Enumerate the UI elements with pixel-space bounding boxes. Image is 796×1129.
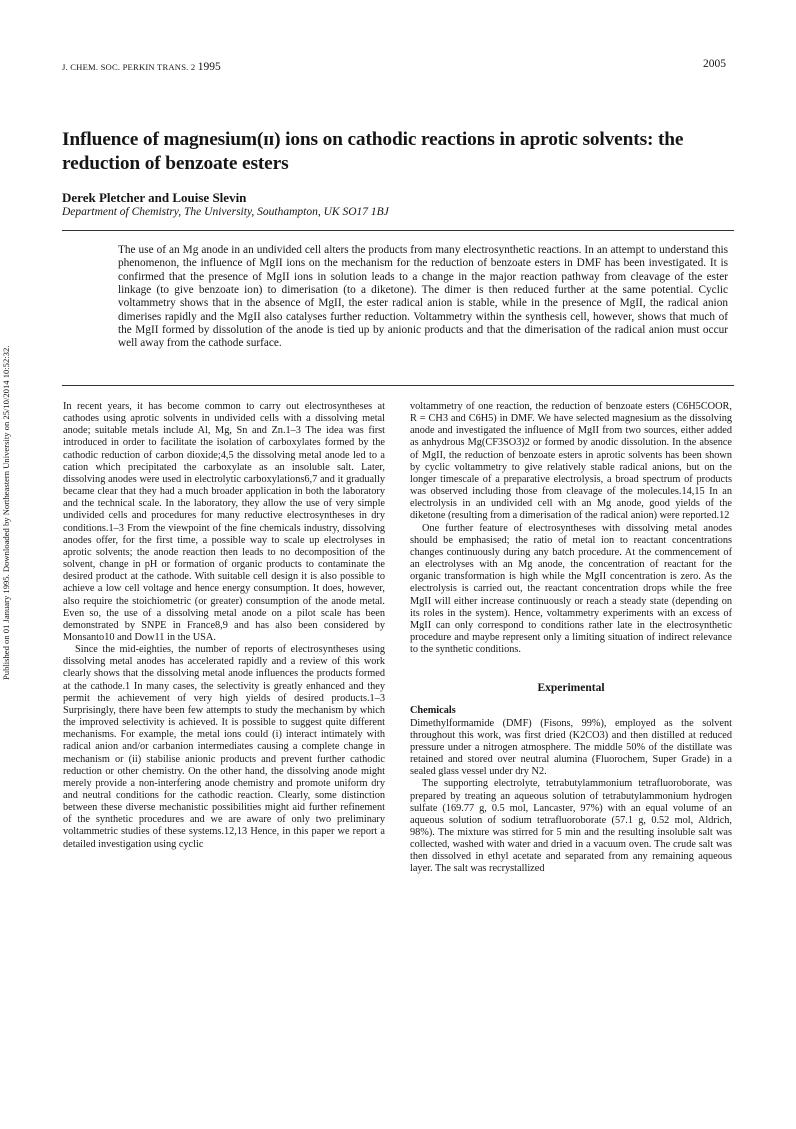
body-column-right [410, 401, 732, 876]
divider-abstract [62, 385, 734, 386]
paragraph: voltammetry of one reaction, the reduction of benzoate esters (C6H5COOR, R = CH3 and C6H5) in DMF. We have selected magnesium as the dissolving anode and investigated the influence of MgII from two sources, either added as anhydrous Mg(CF3SO3)2 or formed by anodic dissolution. In the absence of MgII, the reduction of benzoate esters in aprotic solvents has been shown by cyclic voltammetry to give relatively stable radical anions, but on the longer timescale of a preparative electrolysis, a broad spectrum of products was observed including those from cleavage of the molecules.14,15 In an electrolysis in an undivided cell with an Mg anode, good yields of the diketone (resulting from a dimerisation of the radical anion) were reported.12 [410, 401, 732, 522]
divider-top [62, 230, 734, 231]
section-heading: Experimental [537, 682, 605, 695]
subsection-heading: Chemicals [410, 705, 456, 717]
journal-name: J. CHEM. SOC. PERKIN TRANS. 2 [62, 62, 196, 72]
abstract: The use of an Mg anode in an undivided cell alters the products from many electrosynthetic reactions. In an attempt to understand this phenomenon, the influence of MgII ions on the mechanism for the reduction of benzoate esters in DMF has been investigated. It is confirmed that the presence of MgII ions in solution leads to a change in the major reaction pathway from cleavage of the ester linkage (to give benzoate ion) to dimerisation (to a diketone). The dimer is then reduced further at the same potential. Cyclic voltammetry shows that in the absence of MgII, the ester radical anion is stable, while in the presence of MgII, the radical anion dimerises rapidly and the MgII also catalyses further reduction. Voltammetry within the synthesis cell, however, shows that much of the MgII formed by dissolution of the anode is tied up by anionic products and that the dimerisation of the radical anion must occur well away from the cathode surface. [118, 244, 728, 350]
paragraph: In recent years, it has become common to carry out electrosyntheses at cathodes using aprotic solvents in undivided cells with a dissolving metal anode; suitable metals include Al, Mg, Sn and Zn.1–3 The idea was first introduced in order to facilitate the isolation of carboxylates formed by the cathodic reduction of carbon dioxide;4,5 the dissolving metal anode led to a cation which precipitated the carboxylate as an insoluble salt. Later, dissolving anodes were used in electrolytic carboxylations6,7 and it gradually became clear that they had a much broader application in both the laboratory and the technical scale. In the laboratory, they allow the use of very simple undivided cells and procedures for many reductive electrosyntheses in dry conditions.1–3 From the viewpoint of the fine chemicals industry, dissolving anodes offer, for the first time, a possible way to scale up electrolyses in aprotic solvents; the anode reaction then leads to no decomposition of the solvent, change in pH or formation of organic products to contaminate the desired product at the cathode. With suitable cell design it is also possible to achieve a low cell voltage and hence energy consumption. It does, however, also require the stoichiometric (or greater) consumption of the anode metal. Even so, the use of a dissolving metal anode on a pilot scale has been demonstrated by SNPE in France8,9 and has also been considered by Monsanto10 and Dow11 in the USA. [63, 401, 385, 643]
download-watermark [0, 240, 13, 680]
watermark-text: Published on 01 January 1995. Downloaded by Northeastern University on 25/10/2014 10:52:32. [1, 345, 11, 680]
paragraph: Dimethylformamide (DMF) (Fisons, 99%), employed as the solvent throughout this work, was first dried (K2CO3) and then distilled at reduced pressure under a nitrogen atmosphere. The middle 50% of the distillate was retained and stored over neutral alumina (Fluorochem, Super Grade) in a sealed glass vessel under dry N2. [410, 717, 732, 778]
body-column-left [63, 401, 385, 851]
author-affiliation: Department of Chemistry, The University, Southampton, UK SO17 1BJ [62, 206, 389, 218]
paragraph: The supporting electrolyte, tetrabutylammonium tetrafluoroborate, was prepared by treating an aqueous solution of tetrabutylammonium hydrogen sulfate (169.77 g, 0.5 mol, Lancaster, 97%) with an equal volume of an aqueous solution of sodium tetrafluoroborate (57.1 g, 0.52 mol, Aldrich, 98%). The mixture was stirred for 5 min and the resulting insoluble salt was collected, washed with water and dried in a vacuum oven. The crude salt was then dissolved in ethyl acetate and separated from any remaining aqueous layer. The salt was recrystallized [410, 778, 732, 875]
article-title: Influence of magnesium(ɪɪ) ions on cathodic reactions in aprotic solvents: the reduction of benzoate esters [62, 129, 684, 174]
journal-year: 1995 [197, 61, 221, 73]
paragraph: Since the mid-eighties, the number of reports of electrosyntheses using dissolving metal anodes has accelerated rapidly and a review of this work clearly shows that the dissolving metal anode influences the products formed at the cathode.1 In many cases, the selectivity is greatly enhanced and they permit the achievement of very high yields of desired products.1–3 Surprisingly, there have been few attempts to study the mechanism by which the improved selectivity is achieved. It is possible to suggest quite different mechanisms. For example, the metal ions could (i) interact intimately with radical anion and/or carbanion intermediates causing a complete change in mechanism or (ii) stabilise anionic products and prevent further cathodic reduction or other chemistry. On the other hand, the dissolving anode might merely provide a non-interfering anode chemistry and promote uniform dry and neutral conditions for the cathodic reaction. Clearly, some distinction between these diverse mechanistic possibilities might aid further refinement of the synthetic procedures and we are aware of only two preliminary voltammetric studies of these systems.12,13 Hence, in this paper we report a detailed investigation using cyclic [63, 644, 385, 850]
paragraph: One further feature of electrosyntheses with dissolving metal anodes should be emphasised; the ratio of metal ion to reactant concentrations changes continuously during any batch procedure. At the commencement of an electrolyses with an Mg anode, the concentration of reactant for the organic transformation is high while the MgII concentration is zero. As the electrolysis is carried out, the reactant concentration drops while the free MgII will either increase continuously or reach a steady state (depending on its roles in the system). Hence, voltammetry experiments with an excess of MgII can only correspond to conditions rather late in the electrosynthetic procedure and maybe represent only a limiting situation of indirect relevance to the synthetic conditions. [410, 522, 732, 656]
article-authors: Derek Pletcher and Louise Slevin [62, 190, 247, 205]
running-head [62, 61, 221, 73]
page-number: 2005 [703, 58, 726, 70]
